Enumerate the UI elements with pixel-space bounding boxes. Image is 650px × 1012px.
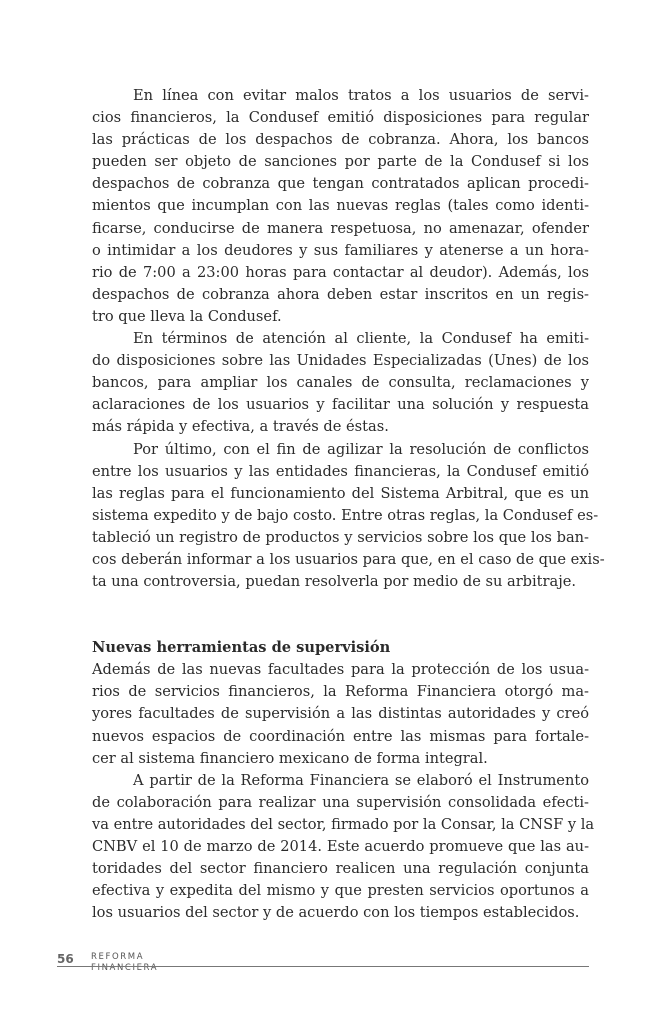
text-line: Por último, con el fin de agilizar la resolución de conflictos — [133, 440, 589, 458]
text-line: aclaraciones de los usuarios y facilitar una solución y respuesta — [92, 396, 589, 414]
text-line: ta una controversia, puedan resolverla por medio de su arbitraje. — [92, 573, 577, 591]
text-line: los usuarios del sector y de acuerdo con los tiempos establecidos. — [92, 904, 580, 922]
text-line: En términos de atención al cliente, la Condusef ha emiti- — [133, 330, 589, 348]
text-line: más rápida y efectiva, a través de éstas. — [92, 418, 389, 436]
page-number: 56 — [57, 952, 74, 966]
paragraph — [92, 770, 595, 925]
text-line: despachos de cobranza que tengan contratados aplican procedi- — [92, 175, 589, 193]
paragraph — [92, 328, 589, 438]
paragraph — [92, 659, 589, 769]
running-title-line-1: REFORMA — [91, 952, 145, 962]
footer-rule — [57, 966, 589, 967]
text-line: cer al sistema financiero mexicano de forma integral. — [92, 749, 488, 767]
text-line: mientos que incumplan con las nuevas reglas (tales como identi- — [92, 197, 589, 215]
text-line: tableció un registro de productos y servicios sobre los que los ban- — [92, 528, 589, 546]
running-title — [91, 952, 158, 974]
text-line: va entre autoridades del sector, firmado por la Consar, la CNSF y la — [92, 815, 595, 833]
paragraph — [92, 439, 605, 594]
text-line: toridades del sector financiero realicen una regulación conjunta — [92, 860, 589, 878]
text-line: tro que lleva la Condusef. — [92, 307, 282, 325]
text-line: En línea con evitar malos tratos a los usuarios de servi- — [133, 87, 589, 104]
text-line: bancos, para ampliar los canales de consulta, reclamaciones y — [92, 374, 589, 392]
body-text-top — [92, 85, 605, 593]
text-line: cios financieros, la Condusef emitió disposiciones para regular — [92, 109, 589, 127]
text-line: nuevos espacios de coordinación entre las mismas para fortale- — [92, 727, 589, 745]
paragraph — [92, 85, 589, 328]
section-heading: Nuevas herramientas de supervisión — [92, 639, 391, 657]
text-line: yores facultades de supervisión a las distintas autoridades y creó — [92, 705, 589, 723]
text-line: las reglas para el funcionamiento del Sistema Arbitral, que es un — [92, 484, 589, 502]
text-line: CNBV el 10 de marzo de 2014. Este acuerdo promueve que las au- — [92, 838, 589, 855]
text-line: A partir de la Reforma Financiera se elaboró el Instrumento — [133, 771, 589, 789]
text-line: pueden ser objeto de sanciones por parte de la Condusef si los — [92, 153, 589, 171]
text-line: entre los usuarios y las entidades financieras, la Condusef emitió — [92, 462, 589, 480]
text-line: de colaboración para realizar una supervisión consolidada efecti- — [92, 793, 589, 811]
body-text-section — [92, 659, 595, 924]
text-line: cos deberán informar a los usuarios para que, en el caso de que exis- — [92, 550, 605, 568]
section-spacer — [92, 593, 589, 637]
text-line: rios de servicios financieros, la Reforma Financiera otorgó ma- — [92, 683, 589, 701]
text-line: ficarse, conducirse de manera respetuosa, no amenazar, ofender — [92, 219, 589, 237]
text-line: rio de 7:00 a 23:00 horas para contactar al deudor). Además, los — [92, 263, 589, 281]
text-line: despachos de cobranza ahora deben estar inscritos en un regis- — [92, 285, 589, 303]
text-line: sistema expedito y de bajo costo. Entre otras reglas, la Condusef es- — [92, 506, 599, 524]
text-line: las prácticas de los despachos de cobranza. Ahora, los bancos — [92, 131, 589, 149]
text-line: Además de las nuevas facultades para la protección de los usua- — [92, 661, 589, 679]
text-line: do disposiciones sobre las Unidades Especializadas (Unes) de los — [92, 352, 589, 370]
page-body — [92, 85, 605, 924]
text-line: efectiva y expedita del mismo y que presten servicios oportunos a — [92, 882, 589, 900]
text-line: o intimidar a los deudores y sus familiares y atenerse a un hora- — [92, 241, 589, 259]
running-title-line-2: FINANCIERA — [91, 963, 159, 973]
